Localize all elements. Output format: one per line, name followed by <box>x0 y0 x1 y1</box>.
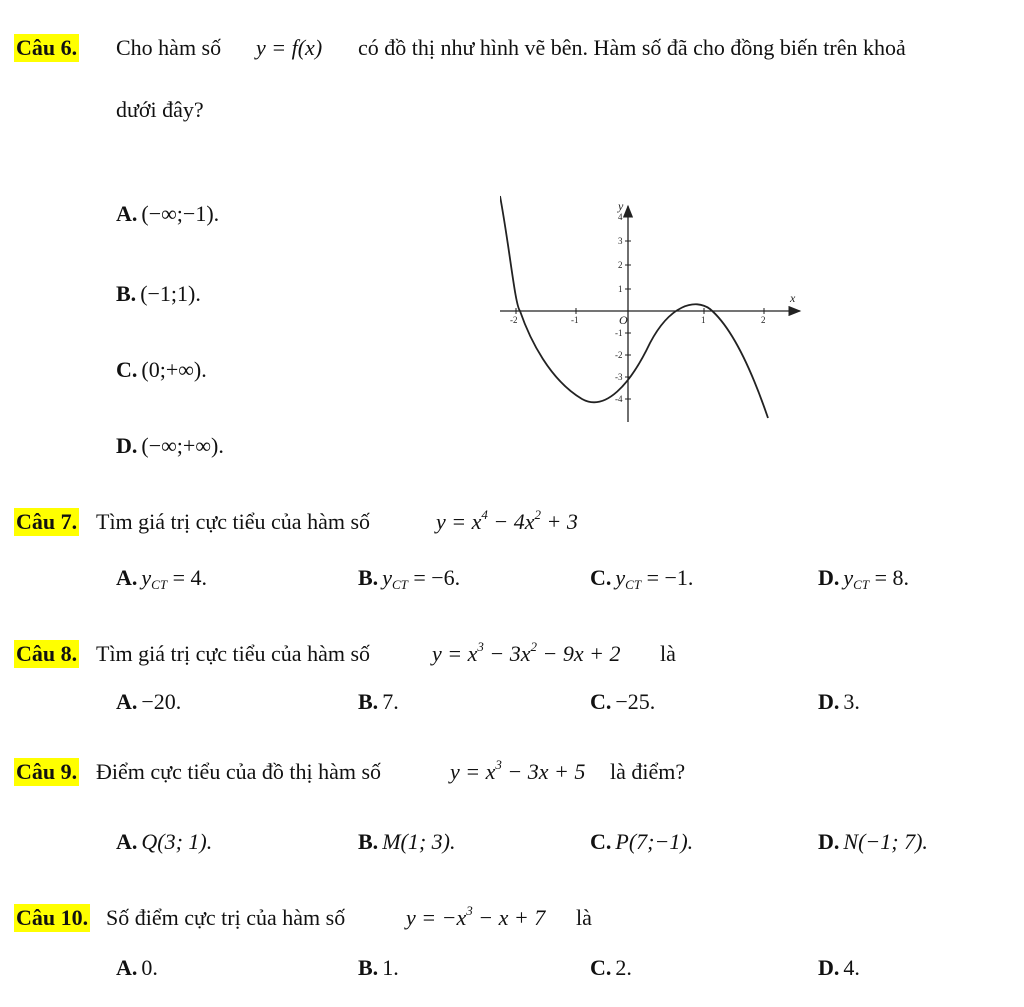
option-value: Q(3; 1). <box>141 829 213 854</box>
option-letter: B. <box>358 955 379 980</box>
x-axis-label: x <box>790 291 796 305</box>
question-6-text-end: có đồ thị như hình vẽ bên. Hàm số đã cho đồng biến trên khoả <box>358 35 906 60</box>
q6-option-d[interactable] <box>116 432 224 460</box>
q10-option-d[interactable] <box>818 954 860 982</box>
option-value: 0. <box>141 955 158 980</box>
question-9-label: Câu 9. <box>16 759 78 784</box>
option-value: −25. <box>615 689 656 714</box>
question-6-text-start: Cho hàm số <box>116 35 222 60</box>
q7-option-c[interactable] <box>590 564 693 592</box>
question-9-text-end: là điểm? <box>610 759 686 784</box>
option-value: (0;+∞). <box>141 357 207 382</box>
option-letter: A. <box>116 829 138 854</box>
option-letter: D. <box>818 689 840 714</box>
option-value: 3. <box>843 689 860 714</box>
question-8-text-end: là <box>660 641 676 666</box>
option-value: (−1;1). <box>140 281 201 306</box>
option-letter: D. <box>818 829 840 854</box>
question-6-text-line2: dưới đây? <box>116 97 204 122</box>
option-letter: D. <box>818 955 840 980</box>
q10-option-b[interactable] <box>358 954 399 982</box>
option-value: 7. <box>382 689 399 714</box>
origin-label: O <box>619 313 628 327</box>
q9-option-c[interactable] <box>590 828 693 856</box>
question-10-formula: $y = -x^3 - x + 7$ <box>406 903 546 930</box>
question-6-formula: y = f(x) <box>256 35 323 60</box>
q10-option-a[interactable] <box>116 954 158 982</box>
y-tick-label: 4 <box>618 212 623 222</box>
option-letter: C. <box>116 357 138 382</box>
option-value: 4. <box>843 955 860 980</box>
question-7-text: Tìm giá trị cực tiểu của hàm số <box>96 509 371 534</box>
question-9-text: Điểm cực tiểu của đồ thị hàm số <box>96 759 382 784</box>
question-10-text-end: là <box>576 905 592 930</box>
y-tick-label: 2 <box>618 260 623 270</box>
option-value: (−∞;−1). <box>141 201 220 226</box>
q8-option-c[interactable] <box>590 688 655 716</box>
option-letter: B. <box>116 281 137 306</box>
y-tick-label: -4 <box>615 394 623 404</box>
q7-option-a[interactable] <box>116 564 207 592</box>
q6-option-c[interactable] <box>116 356 207 384</box>
question-8-text: Tìm giá trị cực tiểu của hàm số <box>96 641 371 666</box>
q9-option-d[interactable] <box>818 828 928 856</box>
question-10-label: Câu 10. <box>16 905 89 930</box>
q9-option-b[interactable] <box>358 828 456 856</box>
option-value: (−∞;+∞). <box>141 433 224 458</box>
option-letter: B. <box>358 689 379 714</box>
option-letter: A. <box>116 201 138 226</box>
option-letter: A. <box>116 689 138 714</box>
question-7-formula: $y = x^4 - 4x^2 + 3$ <box>436 507 578 534</box>
q7-option-b[interactable] <box>358 564 460 592</box>
q6-option-b[interactable] <box>116 280 201 308</box>
x-tick-label: 2 <box>761 315 766 325</box>
q9-option-a[interactable] <box>116 828 212 856</box>
q7-option-d[interactable] <box>818 564 909 592</box>
option-letter: A. <box>116 955 138 980</box>
option-letter: C. <box>590 689 612 714</box>
option-value: $y_{CT} = -6$. <box>382 565 461 592</box>
function-curve <box>500 196 768 418</box>
option-value: $y_{CT} = -1$. <box>615 565 694 592</box>
q8-option-d[interactable] <box>818 688 860 716</box>
option-value: N(−1; 7). <box>843 829 928 854</box>
function-graph <box>500 190 810 430</box>
y-tick-label: -1 <box>615 328 623 338</box>
y-tick-label: -3 <box>615 372 623 382</box>
option-value: M(1; 3). <box>382 829 456 854</box>
question-9-formula: $y = x^3 - 3x + 5$ <box>450 757 586 784</box>
option-value: −20. <box>141 689 182 714</box>
option-value: 2. <box>615 955 632 980</box>
option-value: 1. <box>382 955 399 980</box>
question-8-label: Câu 8. <box>16 641 78 666</box>
option-letter: C. <box>590 829 612 854</box>
question-6-label: Câu 6. <box>16 35 78 60</box>
y-tick-label: -2 <box>615 350 623 360</box>
q10-option-c[interactable] <box>590 954 632 982</box>
option-letter: D. <box>818 565 840 590</box>
option-value: $y_{CT} = 8$. <box>843 565 909 592</box>
q8-option-a[interactable] <box>116 688 181 716</box>
option-letter: A. <box>116 565 138 590</box>
question-10-text: Số điểm cực trị của hàm số <box>106 905 346 930</box>
option-letter: C. <box>590 565 612 590</box>
option-value: $y_{CT} = 4$. <box>141 565 207 592</box>
question-8-formula: $y = x^3 - 3x^2 - 9x + 2$ <box>432 639 621 666</box>
q8-option-b[interactable] <box>358 688 399 716</box>
option-letter: B. <box>358 565 379 590</box>
question-7-label: Câu 7. <box>16 509 78 534</box>
option-letter: C. <box>590 955 612 980</box>
option-letter: B. <box>358 829 379 854</box>
q6-option-a[interactable] <box>116 200 219 228</box>
y-tick-label: 1 <box>618 284 623 294</box>
option-value: P(7;−1). <box>615 829 694 854</box>
x-tick-label: -1 <box>571 315 579 325</box>
x-tick-label: 1 <box>701 315 706 325</box>
y-tick-label: 3 <box>618 236 623 246</box>
option-letter: D. <box>116 433 138 458</box>
y-axis-label: y <box>618 199 624 213</box>
x-tick-label: -2 <box>510 315 518 325</box>
